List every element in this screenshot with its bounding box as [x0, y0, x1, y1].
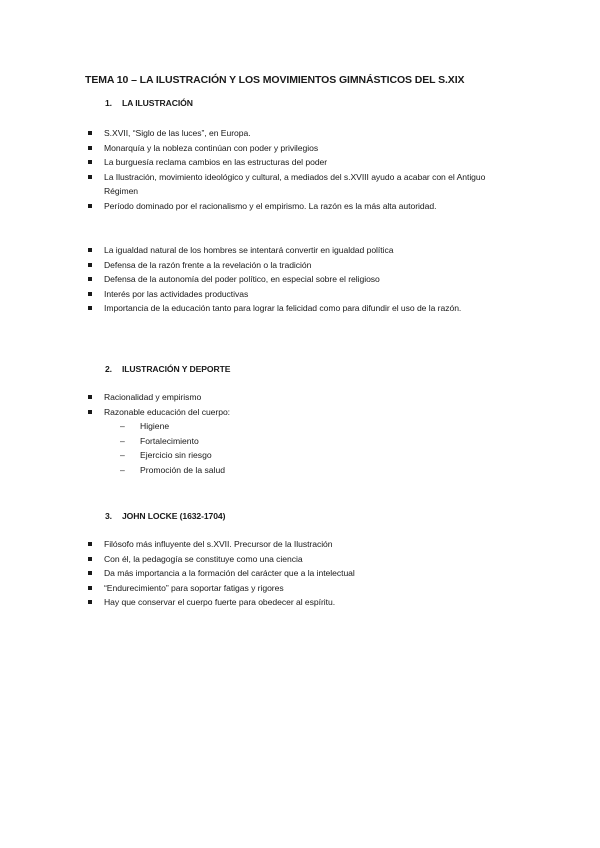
section-heading-2 — [105, 364, 230, 374]
bullet-icon — [88, 542, 92, 546]
sub-list-item: – Higiene — [120, 419, 225, 434]
bullet-icon — [88, 146, 92, 150]
section-heading-1 — [105, 98, 193, 108]
list-item: Racionalidad y empirismo — [88, 390, 518, 405]
bullet-icon — [88, 131, 92, 135]
bullet-icon — [88, 248, 92, 252]
bullet-icon — [88, 586, 92, 590]
bullet-icon — [88, 175, 92, 179]
section-title: JOHN LOCKE (1632-1704) — [122, 511, 226, 521]
list-item: Da más importancia a la formación del carácter que a la intelectual — [88, 566, 518, 581]
bullet-list-ilustracion-b — [88, 243, 518, 316]
sub-list-item: – Ejercicio sin riesgo — [120, 448, 225, 463]
list-item: Razonable educación del cuerpo: — [88, 405, 518, 420]
list-item: S.XVII, “Siglo de las luces”, en Europa. — [88, 126, 518, 141]
list-item: Filósofo más influyente del s.XVII. Precursor de la Ilustración — [88, 537, 518, 552]
document-title: TEMA 10 – LA ILUSTRACIÓN Y LOS MOVIMIENTOS GIMNÁSTICOS DEL S.XIX — [85, 74, 465, 86]
bullet-icon — [88, 395, 92, 399]
list-item: Período dominado por el racionalismo y el empirismo. La razón es la más alta autoridad. — [88, 199, 518, 214]
section-number: 2. — [105, 364, 112, 374]
dash-icon: – — [120, 435, 125, 446]
section-heading-3 — [105, 511, 225, 521]
sub-list-item: – Fortalecimiento — [120, 434, 225, 449]
section-title: ILUSTRACIÓN Y DEPORTE — [122, 364, 231, 374]
bullet-icon — [88, 571, 92, 575]
bullet-icon — [88, 306, 92, 310]
list-item: Con él, la pedagogía se constituye como una ciencia — [88, 552, 518, 567]
bullet-icon — [88, 410, 92, 414]
bullet-icon — [88, 557, 92, 561]
dash-icon: – — [120, 464, 125, 475]
bullet-list-deporte — [88, 390, 518, 419]
bullet-icon — [88, 263, 92, 267]
bullet-icon — [88, 204, 92, 208]
list-item: Defensa de la razón frente a la revelación o la tradición — [88, 258, 518, 273]
list-item: Importancia de la educación tanto para lograr la felicidad como para difundir el uso de la razón. — [88, 301, 518, 316]
bullet-list-locke — [88, 537, 518, 610]
dash-icon: – — [120, 421, 125, 431]
bullet-icon — [88, 277, 92, 281]
section-number: 3. — [105, 511, 112, 521]
bullet-icon — [88, 292, 92, 296]
section-number: 1. — [105, 98, 112, 108]
list-item: Defensa de la autonomía del poder político, en especial sobre el religioso — [88, 272, 518, 287]
bullet-icon — [88, 160, 92, 164]
section-title: LA ILUSTRACIÓN — [122, 98, 193, 108]
list-item: “Endurecimiento” para soportar fatigas y rigores — [88, 581, 518, 596]
list-item: Interés por las actividades productivas — [88, 287, 518, 302]
bullet-list-ilustracion-a — [88, 126, 518, 213]
list-item: Hay que conservar el cuerpo fuerte para obedecer al espíritu. — [88, 595, 518, 610]
list-item: La igualdad natural de los hombres se intentará convertir en igualdad política — [88, 243, 518, 258]
list-item: La Ilustración, movimiento ideológico y cultural, a mediados del s.XVIII ayudo a acabar con el Antiguo Régimen — [88, 170, 518, 199]
bullet-icon — [88, 600, 92, 604]
sub-list-item: – Promoción de la salud — [120, 463, 225, 478]
list-item: Monarquía y la nobleza continúan con poder y privilegios — [88, 141, 518, 156]
dash-icon: – — [120, 450, 125, 460]
dash-list-educacion-cuerpo — [120, 419, 225, 477]
list-item: La burguesía reclama cambios en las estructuras del poder — [88, 155, 518, 170]
